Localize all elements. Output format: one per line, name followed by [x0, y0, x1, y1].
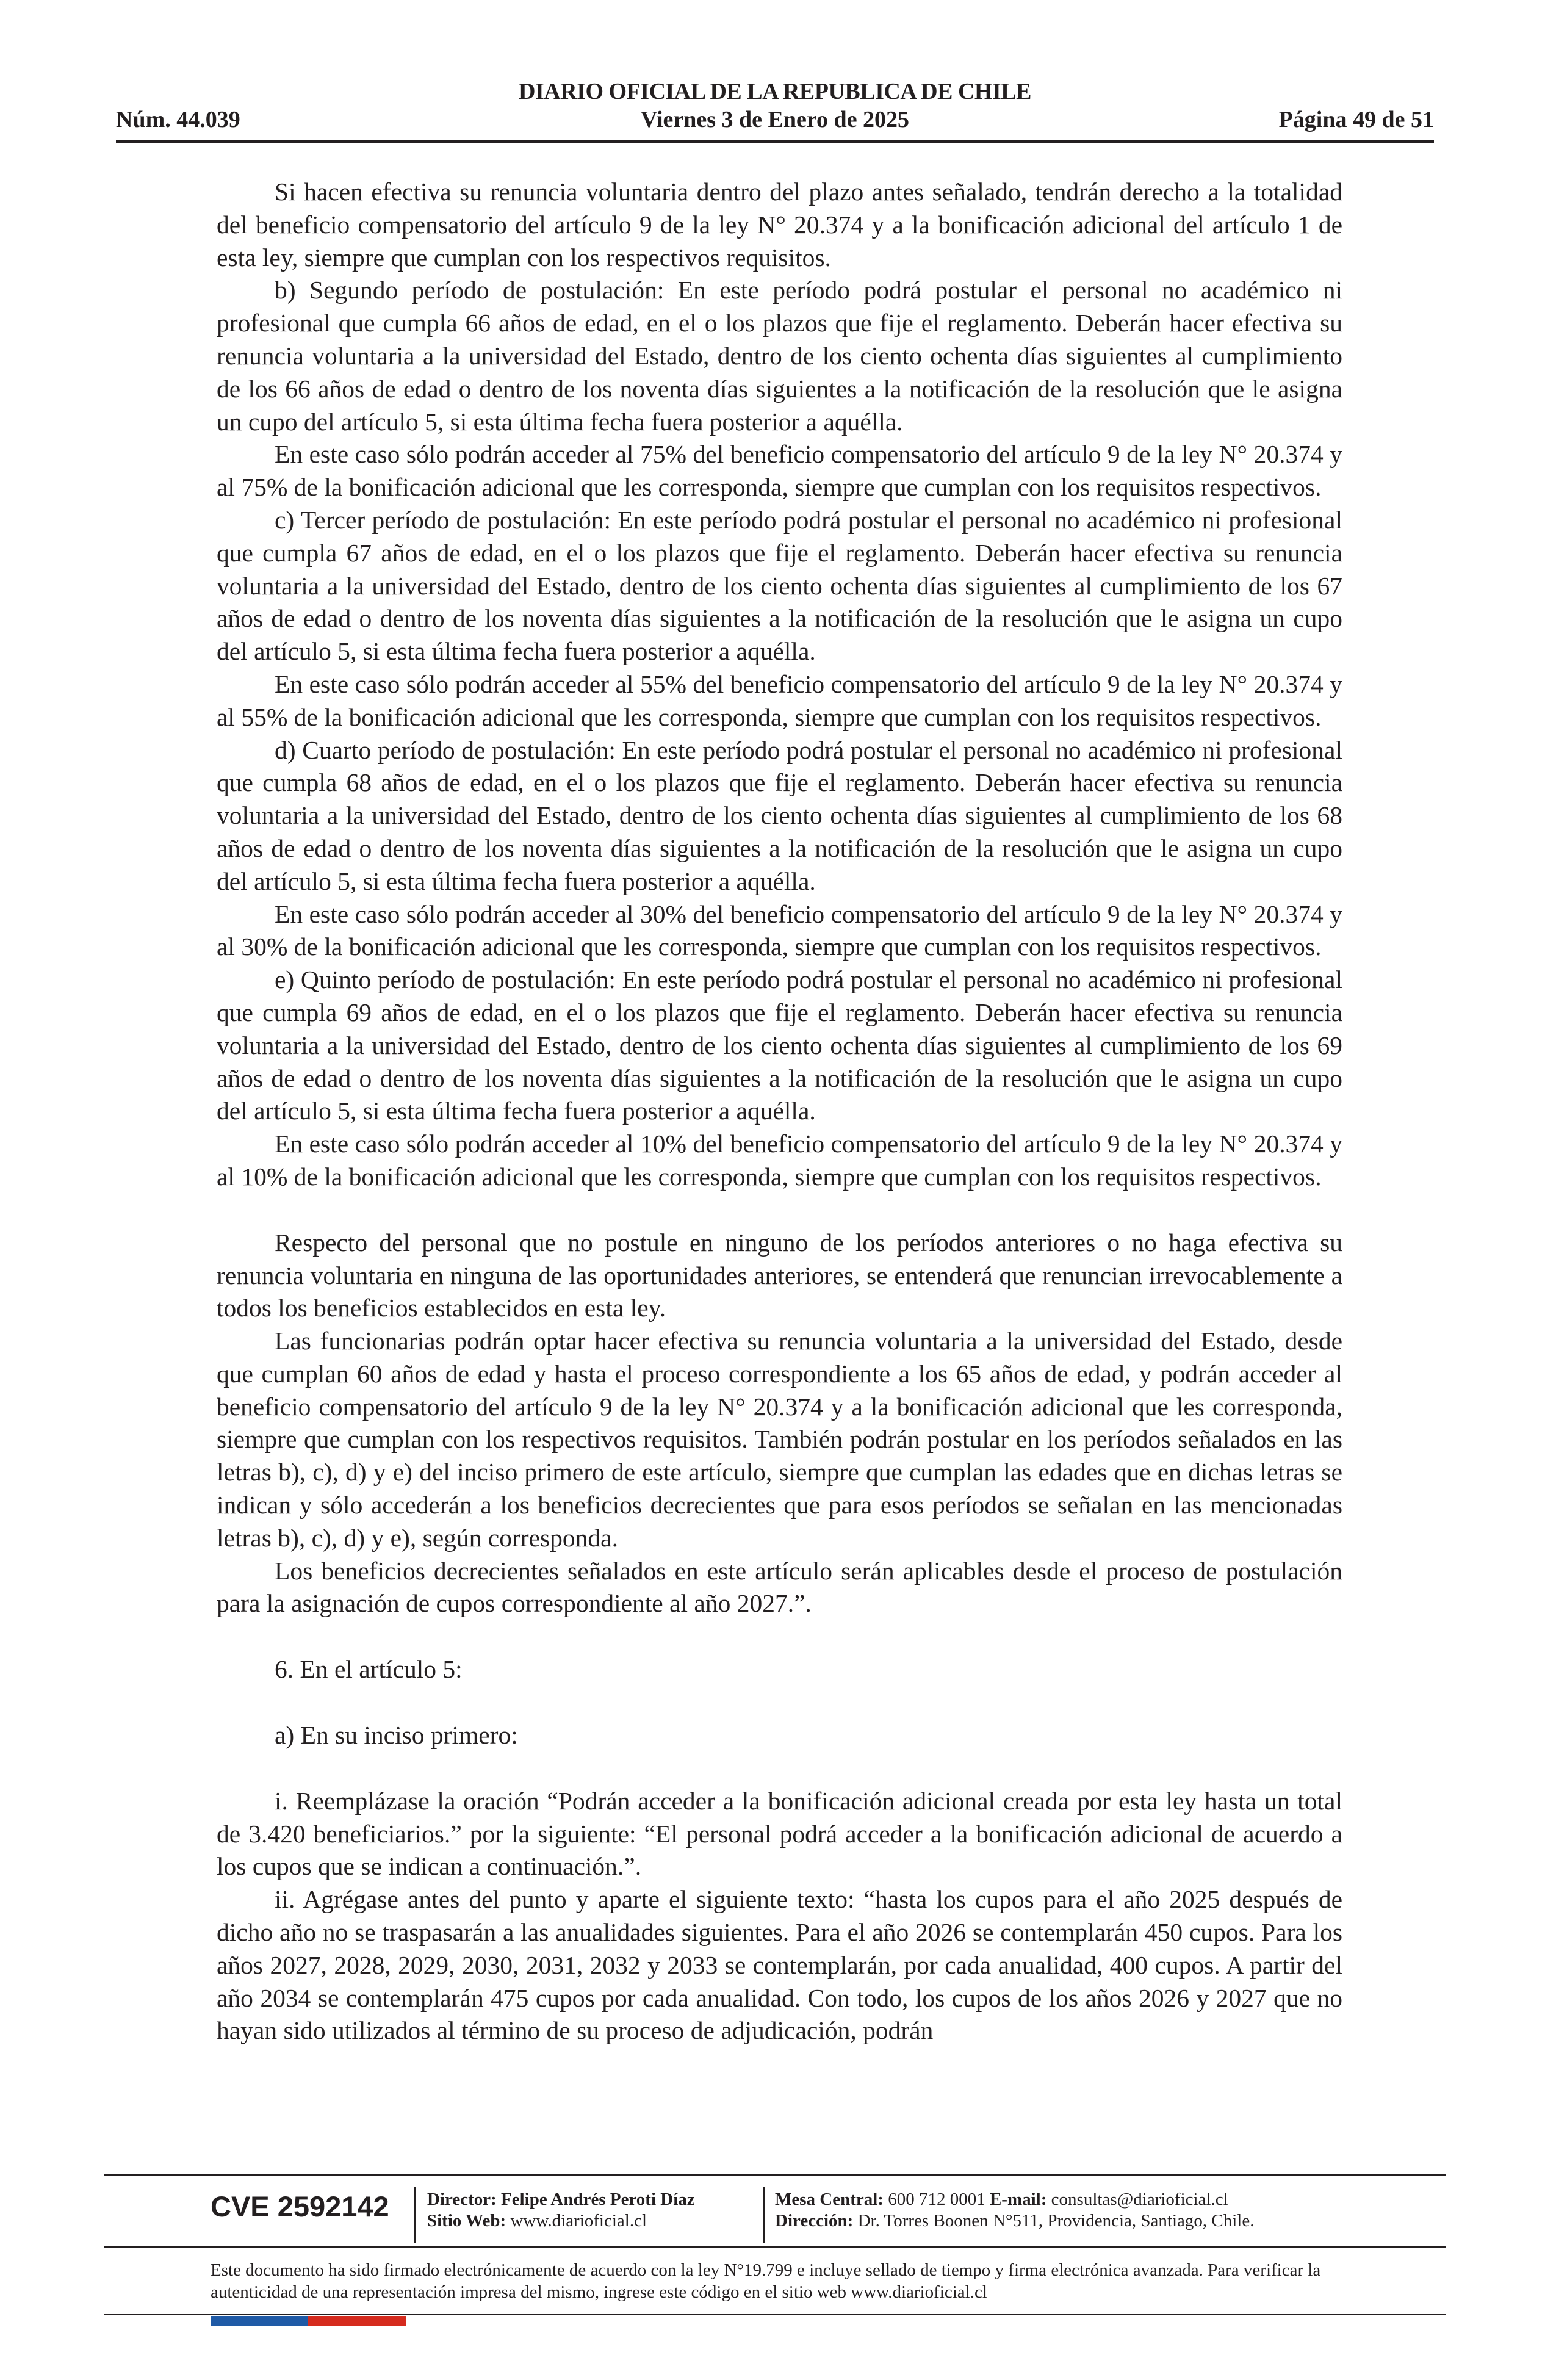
- footer-director-block: [427, 2189, 695, 2232]
- paragraph: Las funcionarias podrán optar hacer efectiva su renuncia voluntaria a la universidad del Estado, desde que cumplan 60 años de edad y hasta el proceso correspondiente a los 65 años de edad, y podrán acceder al beneficio compensatorio del artículo 9 de la ley N° 20.374 y a la bonificación adicional que les corresponda, siempre que cumplan con los respectivos requisitos. También podrán postular en los períodos señalados en las letras b), c), d) y e) del inciso primero de este artículo, siempre que cumplan las edades que en dichas letras se indican y sólo accederán a los beneficios decrecientes que para esos períodos se señalan en las mencionadas letras b), c), d) y e), según corresponda.: [217, 1327, 1342, 1552]
- page-header: [116, 76, 1434, 144]
- paragraph: En este caso sólo podrán acceder al 10% del beneficio compensatorio del artículo 9 de la ley N° 20.374 y al 10% de la bonificación adicional que les corresponda, siempre que cumplan con los requisitos respectivos.: [217, 1130, 1342, 1191]
- flag-red-segment: [308, 2316, 406, 2326]
- paragraph: c) Tercer período de postulación: En este período podrá postular el personal no académico ni profesional que cumpla 67 años de edad, en el o los plazos que fije el reglamento. Deberán hacer efectiva su renuncia voluntaria a la universidad del Estado, dentro de los ciento ochenta días siguientes al cumplimiento de los 67 años de edad o dentro de los noventa días siguientes a la notificación de la resolución que le asigna un cupo del artículo 5, si esta última fecha fuera posterior a aquélla.: [217, 505, 1342, 666]
- paragraph: 6. En el artículo 5:: [275, 1655, 463, 1684]
- issue-date: Viernes 3 de Enero de 2025: [640, 107, 910, 132]
- paragraph: En este caso sólo podrán acceder al 75% del beneficio compensatorio del artículo 9 de la ley N° 20.374 y al 75% de la bonificación adicional que les corresponda, siempre que cumplan con los requisitos respectivos.: [217, 440, 1342, 502]
- cve-code: CVE 2592142: [211, 2190, 389, 2223]
- paragraph: En este caso sólo podrán acceder al 55% del beneficio compensatorio del artículo 9 de la ley N° 20.374 y al 55% de la bonificación adicional que les corresponda, siempre que cumplan con los requisitos respectivos.: [217, 669, 1342, 731]
- footer-separator: [763, 2187, 765, 2243]
- paragraph: Los beneficios decrecientes señalados en este artículo serán aplicables desde el proceso de postulación para la asignación de cupos correspondiente al año 2027.”.: [217, 1556, 1342, 1618]
- issue-number: Núm. 44.039: [116, 107, 240, 132]
- paragraph: d) Cuarto período de postulación: En este período podrá postular el personal no académico ni profesional que cumpla 68 años de edad, en el o los plazos que fije el reglamento. Deberán hacer efectiva su renuncia voluntaria a la universidad del Estado, dentro de los ciento ochenta días siguientes al cumplimiento de los 68 años de edad o dentro de los noventa días siguientes a la notificación de la resolución que le asigna un cupo del artículo 5, si esta última fecha fuera posterior a aquélla.: [217, 735, 1342, 895]
- address-label: Dirección:: [775, 2211, 854, 2230]
- mesa-label: Mesa Central:: [775, 2190, 884, 2209]
- footer-top-rule: [104, 2174, 1446, 2176]
- director-name: Felipe Andrés Peroti Díaz: [501, 2190, 695, 2209]
- web-link[interactable]: www.diarioficial.cl: [510, 2211, 647, 2230]
- paragraph: i. Reemplázase la oración “Podrán acceder a la bonificación adicional creada por esta ley hasta un total de 3.420 beneficiarios.” por la siguiente: “El personal podrá acceder a la bonificación adicional de acuerdo a los cupos que se indican a continuación.”.: [217, 1786, 1342, 1881]
- paragraph: En este caso sólo podrán acceder al 30% del beneficio compensatorio del artículo 9 de la ley N° 20.374 y al 30% de la bonificación adicional que les corresponda, siempre que cumplan con los requisitos respectivos.: [217, 900, 1342, 961]
- mesa-phone: 600 712 0001: [888, 2190, 985, 2209]
- email-link[interactable]: consultas@diarioficial.cl: [1051, 2190, 1228, 2209]
- publication-title: DIARIO OFICIAL DE LA REPUBLICA DE CHILE: [519, 79, 1031, 104]
- footer-middle-rule: [104, 2246, 1446, 2248]
- paragraph: e) Quinto período de postulación: En este período podrá postular el personal no académico ni profesional que cumpla 69 años de edad, en el o los plazos que fije el reglamento. Deberán hacer efectiva su renuncia voluntaria a la universidad del Estado, dentro de los ciento ochenta días siguientes al cumplimiento de los 69 años de edad o dentro de los noventa días siguientes a la notificación de la resolución que le asigna un cupo del artículo 5, si esta última fecha fuera posterior a aquélla.: [217, 965, 1342, 1125]
- legal-notice: Este documento ha sido firmado electrónicamente de acuerdo con la ley N°19.799 e incluye sellado de tiempo y firma electrónica avanzada. Para verificar la autenticidad de una representación impresa del mismo, ingrese este código en el sitio web www.diarioficial.cl: [211, 2260, 1321, 2302]
- footer-separator: [414, 2187, 416, 2243]
- address-value: Dr. Torres Boonen N°511, Providencia, Santiago, Chile.: [857, 2211, 1255, 2230]
- web-label: Sitio Web:: [427, 2211, 506, 2230]
- paragraph: Si hacen efectiva su renuncia voluntaria dentro del plazo antes señalado, tendrán derecho a la totalidad del beneficio compensatorio del artículo 9 de la ley N° 20.374 y a la bonificación adicional del artículo 1 de esta ley, siempre que cumplan con los respectivos requisitos.: [217, 178, 1342, 272]
- footer-bottom-rule: [104, 2314, 1446, 2315]
- email-label: E-mail:: [989, 2190, 1047, 2209]
- paragraph: ii. Agrégase antes del punto y aparte el siguiente texto: “hasta los cupos para el año 2025 después de dicho año no se traspasarán a las anualidades siguientes. Para el año 2026 se contemplarán 450 cupos. Para los años 2027, 2028, 2029, 2030, 2031, 2032 y 2033 se contemplarán, por cada anualidad, 400 cupos. A partir del año 2034 se contemplarán 475 cupos por cada anualidad. Con todo, los cupos de los años 2026 y 2027 que no hayan sido utilizados al término de su proceso de adjudicación, podrán: [217, 1885, 1342, 2045]
- flag-blue-segment: [211, 2316, 308, 2326]
- body-text: [217, 176, 1342, 2047]
- paragraph: b) Segundo período de postulación: En este período podrá postular el personal no académico ni profesional que cumpla 66 años de edad, en el o los plazos que fije el reglamento. Deberán hacer efectiva su renuncia voluntaria a la universidad del Estado, dentro de los ciento ochenta días siguientes al cumplimiento de los 66 años de edad o dentro de los noventa días siguientes a la notificación de la resolución que le asigna un cupo del artículo 5, si esta última fecha fuera posterior a aquélla.: [217, 276, 1342, 436]
- paragraph: Respecto del personal que no postule en ninguno de los períodos anteriores o no haga efectiva su renuncia voluntaria en ninguna de las oportunidades anteriores, se entenderá que renuncian irrevocablemente a todos los beneficios establecidos en esta ley.: [217, 1228, 1342, 1322]
- director-label: Director:: [427, 2190, 497, 2209]
- paragraph: a) En su inciso primero:: [275, 1721, 518, 1750]
- footer-contact-block: [775, 2189, 1254, 2232]
- header-rule: [116, 140, 1434, 143]
- page-number: Página 49 de 51: [1278, 107, 1434, 132]
